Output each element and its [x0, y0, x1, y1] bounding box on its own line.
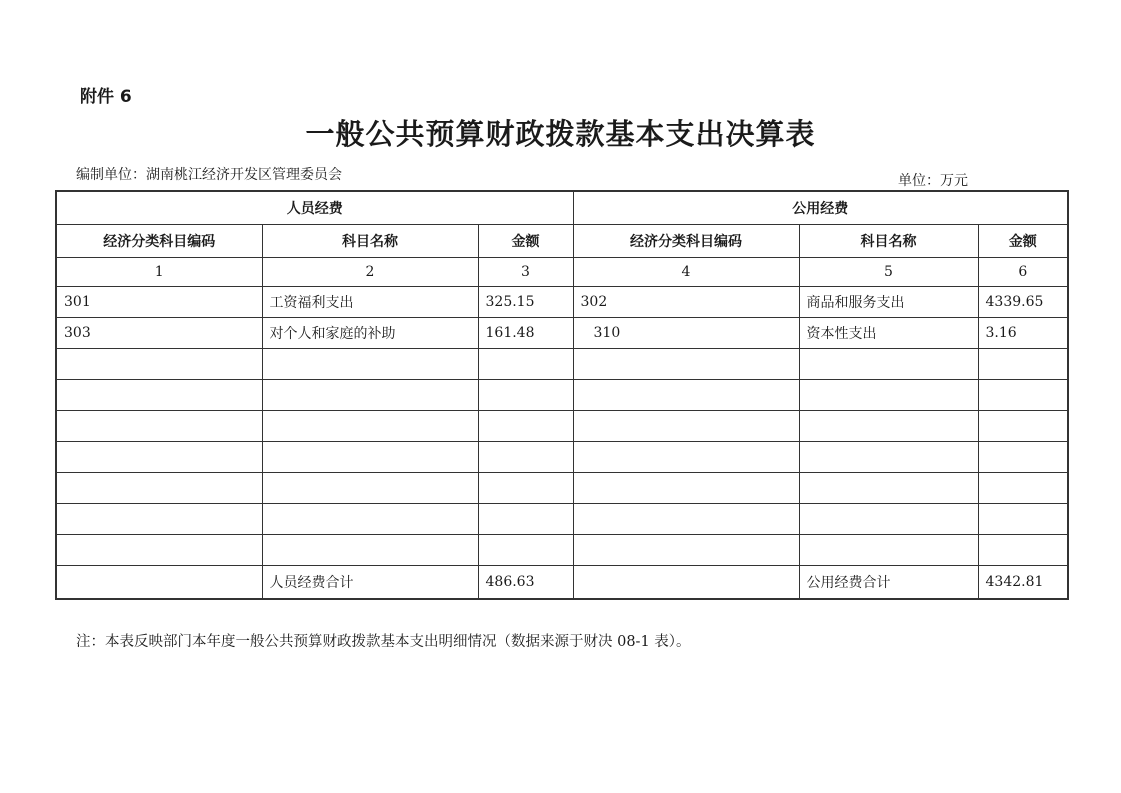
table-cell [978, 411, 1068, 442]
total-empty-cell [56, 566, 262, 600]
compiler-unit: 编制单位：湖南桃江经济开发区管理委员会 [76, 167, 342, 183]
table-cell [799, 349, 978, 380]
table-cell: 3.16 [978, 318, 1068, 349]
table-cell [573, 349, 799, 380]
table-cell: 325.15 [478, 287, 573, 318]
header-cell: 科目名称 [262, 225, 478, 258]
table-body [56, 287, 1068, 566]
table-cell: 4339.65 [978, 287, 1068, 318]
expenditure-table [55, 190, 1069, 600]
table-cell: 工资福利支出 [262, 287, 478, 318]
table-cell: 商品和服务支出 [799, 287, 978, 318]
table-cell [56, 473, 262, 504]
table-cell [573, 380, 799, 411]
table-cell [262, 442, 478, 473]
table-cell: 对个人和家庭的补助 [262, 318, 478, 349]
personnel-total-label: 人员经费合计 [262, 566, 478, 600]
table-cell: 161.48 [478, 318, 573, 349]
table-cell [478, 349, 573, 380]
total-row [56, 566, 1068, 600]
currency-unit: 单位：万元 [898, 173, 968, 189]
table-cell [56, 504, 262, 535]
table-cell [262, 411, 478, 442]
table-cell: 302 [573, 287, 799, 318]
column-number: 5 [799, 258, 978, 287]
table-row [56, 442, 1068, 473]
table-cell [56, 349, 262, 380]
header-cell: 金额 [478, 225, 573, 258]
column-number: 4 [573, 258, 799, 287]
table-cell [478, 442, 573, 473]
table-cell [478, 535, 573, 566]
table-cell [799, 442, 978, 473]
table-cell [799, 411, 978, 442]
table-cell [978, 473, 1068, 504]
table-cell [978, 504, 1068, 535]
column-number: 3 [478, 258, 573, 287]
table-row [56, 380, 1068, 411]
table-row [56, 349, 1068, 380]
group-public: 公用经费 [573, 191, 1068, 225]
column-number-row [56, 258, 1068, 287]
table-cell [262, 473, 478, 504]
table-cell [56, 442, 262, 473]
table-cell [262, 349, 478, 380]
table-cell [573, 442, 799, 473]
table-cell [56, 380, 262, 411]
table-cell [978, 442, 1068, 473]
table-cell [799, 380, 978, 411]
table-cell [978, 535, 1068, 566]
header-cell: 金额 [978, 225, 1068, 258]
header-cell: 经济分类科目编码 [573, 225, 799, 258]
table-cell [573, 411, 799, 442]
table-cell [478, 473, 573, 504]
table-row [56, 287, 1068, 318]
column-number: 6 [978, 258, 1068, 287]
total-empty-cell [573, 566, 799, 600]
table-cell [799, 504, 978, 535]
column-number: 1 [56, 258, 262, 287]
table-cell [978, 349, 1068, 380]
table-cell [978, 380, 1068, 411]
public-total-label: 公用经费合计 [799, 566, 978, 600]
table-cell [262, 380, 478, 411]
public-total-amount: 4342.81 [978, 566, 1068, 600]
personnel-total-amount: 486.63 [478, 566, 573, 600]
footnote: 注：本表反映部门本年度一般公共预算财政拨款基本支出明细情况（数据来源于财决 08-1 表）。 [76, 634, 691, 650]
attachment-label: 附件 6 [80, 87, 132, 107]
table-cell [573, 504, 799, 535]
table-cell [573, 535, 799, 566]
table-cell [262, 504, 478, 535]
table-cell: 301 [56, 287, 262, 318]
table-cell [799, 535, 978, 566]
table-cell: 310 [573, 318, 799, 349]
table-cell [478, 380, 573, 411]
table-row [56, 504, 1068, 535]
table-cell [573, 473, 799, 504]
table-cell: 303 [56, 318, 262, 349]
header-cell: 经济分类科目编码 [56, 225, 262, 258]
table-cell [478, 411, 573, 442]
group-header-row [56, 191, 1068, 225]
table-row [56, 318, 1068, 349]
group-personnel: 人员经费 [56, 191, 573, 225]
table-row [56, 535, 1068, 566]
column-number: 2 [262, 258, 478, 287]
table-cell [262, 535, 478, 566]
page-title: 一般公共预算财政拨款基本支出决算表 [305, 117, 816, 151]
table-cell: 资本性支出 [799, 318, 978, 349]
header-cell: 科目名称 [799, 225, 978, 258]
table-row [56, 411, 1068, 442]
column-header-row [56, 225, 1068, 258]
table-cell [478, 504, 573, 535]
table-row [56, 473, 1068, 504]
table-cell [56, 535, 262, 566]
table-cell [799, 473, 978, 504]
table-cell [56, 411, 262, 442]
